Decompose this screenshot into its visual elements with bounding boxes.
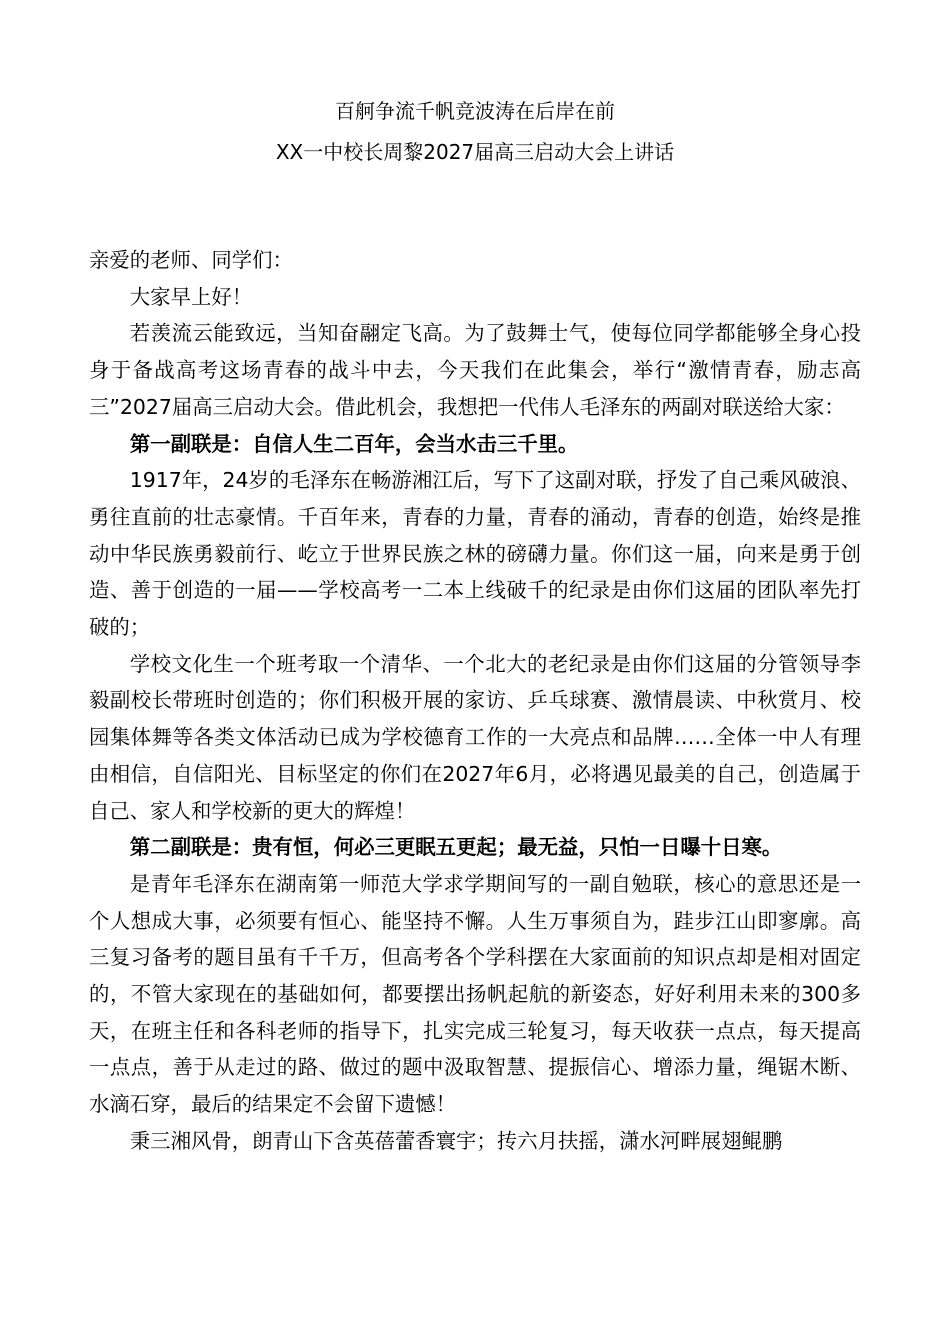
paragraph-achievements: 学校文化生一个班考取一个清华、一个北大的老纪录是由你们这届的分管领导李毅副校长带班时创造的；你们积极开展的家访、乒乓球赛、激情晨读、中秋赏月、校园集体舞等各类文体活动已成为学校德育工作的一大亮点和品牌……全体一中人有理由相信，自信阳光、目标坚定的你们在2027年6月，必将遇见最美的自己，创造属于自己、家人和学校新的更大的辉煌！ xyxy=(89,651,861,823)
paragraph-closing-couplet: 秉三湘风骨，朗青山下含英蓓蕾香寰宇；抟六月扶摇，潇水河畔展翅鲲鹏 xyxy=(129,1128,783,1153)
paragraph-greeting: 大家早上好！ xyxy=(129,284,253,309)
couplet-heading-2: 第二副联是：贵有恒，何必三更眠五更起；最无益，只怕一日曝十日寒。 xyxy=(129,835,783,860)
paragraph-couplet-1-explanation: 1917年，24岁的毛泽东在畅游湘江后，写下了这副对联，抒发了自己乘风破浪、勇往直前的壮志豪情。千百年来，青春的力量，青春的涌动，青春的创造，始终是推动中华民族勇毅前行、屹立于世界民族之林的磅礴力量。你们这一届，向来是勇于创造、善于创造的一届——学校高考一二本上线破千的纪录是由你们这届的团队率先打破的； xyxy=(89,468,861,640)
document-subtitle: XX一中校长周黎2027届高三启动大会上讲话 xyxy=(275,140,675,164)
paragraph-couplet-2-explanation: 是青年毛泽东在湖南第一师范大学求学期间写的一副自勉联，核心的意思还是一个人想成大事，必须要有恒心、能坚持不懈。人生万事须自为，跬步江山即寥廓。高三复习备考的题目虽有千千万，但高考各个学科摆在大家面前的知识点却是相对固定的，不管大家现在的基础如何，都要摆出扬帆起航的新姿态，好好利用未来的300多天，在班主任和各科老师的指导下，扎实完成三轮复习，每天收获一点点，每天提高一点点，善于从走过的路、做过的题中汲取智慧、提振信心、增添力量，绳锯木断、水滴石穿，最后的结果定不会留下遗憾！ xyxy=(89,871,861,1117)
couplet-heading-1: 第一副联是：自信人生二百年，会当水击三千里。 xyxy=(129,431,579,456)
paragraph-intro: 若羡流云能致远，当知奋翮定飞高。为了鼓舞士气，使每位同学都能够全身心投身于备战高考这场青春的战斗中去，今天我们在此集会，举行“激情青春，励志高三”2027届高三启动大会。借此机会，我想把一代伟人毛泽东的两副对联送给大家： xyxy=(89,321,861,419)
salutation: 亲爱的老师、同学们： xyxy=(89,248,293,272)
document-body xyxy=(89,242,861,1160)
document-title: 百舸争流千帆竞波涛在后岸在前 xyxy=(335,99,615,123)
